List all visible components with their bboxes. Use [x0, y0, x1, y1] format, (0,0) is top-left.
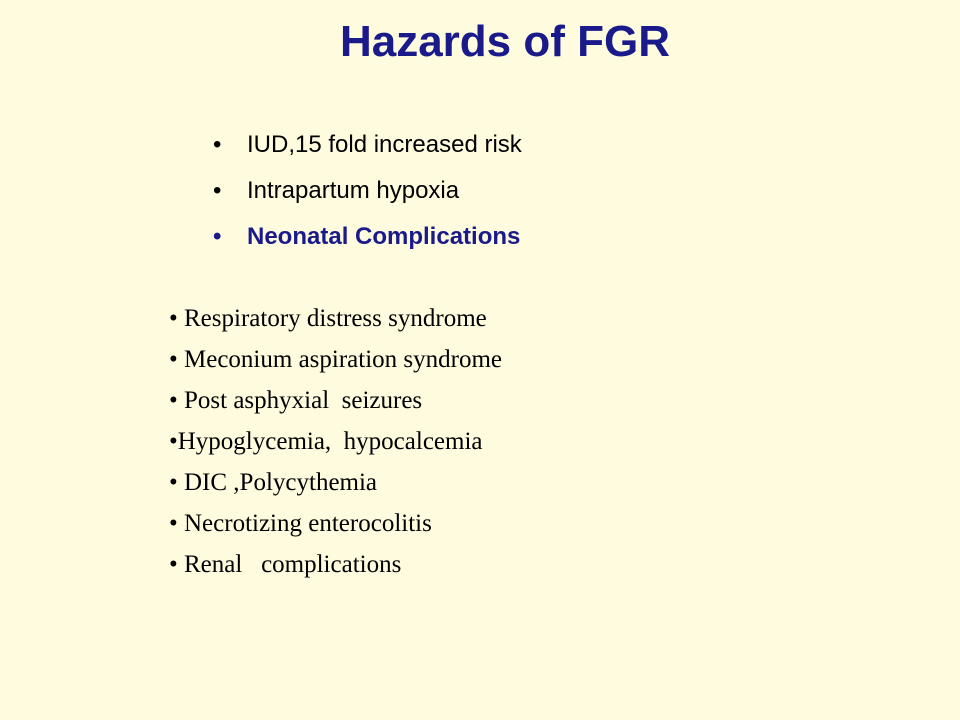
- complication-item: • DIC ,Polycythemia: [169, 469, 378, 496]
- complication-item: • Respiratory distress syndrome: [169, 305, 487, 332]
- complication-item: • Necrotizing enterocolitis: [169, 510, 432, 537]
- list-item-text: Neonatal Complications: [247, 223, 521, 250]
- bullet-marker: •: [213, 177, 222, 204]
- complication-item: • Post asphyxial seizures: [169, 387, 423, 414]
- complication-item: • Meconium aspiration syndrome: [169, 346, 502, 373]
- bullet-marker: •: [213, 131, 222, 158]
- bullet-marker: •: [213, 223, 222, 250]
- list-item-neonatal-complications: [213, 218, 522, 264]
- list-item-iud: [213, 126, 522, 172]
- complication-item: •Hypoglycemia, hypocalcemia: [169, 428, 483, 455]
- slide-title: Hazards of FGR: [339, 17, 671, 66]
- complications-list: [169, 300, 502, 587]
- main-bullet-list: [213, 126, 522, 264]
- list-item-text: Intrapartum hypoxia: [247, 177, 460, 204]
- list-item-intrapartum-hypoxia: [213, 172, 522, 218]
- list-item-text: IUD,15 fold increased risk: [247, 131, 522, 158]
- complication-item: • Renal complications: [169, 551, 402, 578]
